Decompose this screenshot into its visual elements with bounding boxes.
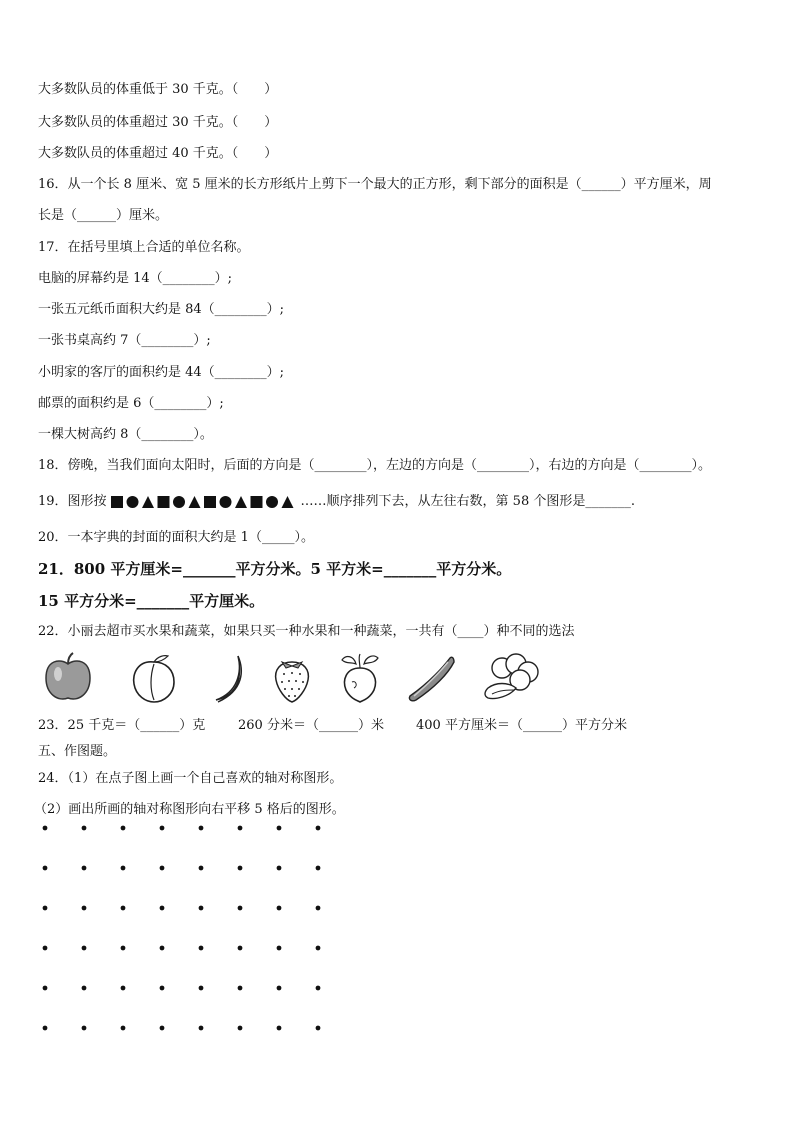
q17-prompt: 17．在括号里填上合适的单位名称。 bbox=[38, 240, 250, 255]
grid-dot[interactable] bbox=[160, 946, 165, 951]
grid-dot[interactable] bbox=[277, 866, 282, 871]
dot-grid[interactable] bbox=[30, 818, 340, 1038]
circle-shape bbox=[219, 496, 231, 508]
q18-text: 18．傍晚，当我们面向太阳时，后面的方向是（________），左边的方向是（________），右边的方向是（________）。 bbox=[38, 458, 712, 473]
strawberry-icon bbox=[270, 652, 314, 704]
grid-dot[interactable] bbox=[160, 986, 165, 991]
grid-dot[interactable] bbox=[238, 986, 243, 991]
triangle-shape bbox=[142, 496, 154, 508]
grid-dot[interactable] bbox=[160, 826, 165, 831]
triangle-shape bbox=[281, 496, 293, 508]
grid-dot[interactable] bbox=[121, 986, 126, 991]
q16-line1: 16．从一个长 8 厘米、宽 5 厘米的长方形纸片上剪下一个最大的正方形，剩下部分的面积是（______）平方厘米，周 bbox=[38, 177, 712, 192]
q15-option-a: 大多数队员的体重低于 30 千克。（ ） bbox=[38, 82, 278, 97]
peach-icon bbox=[128, 652, 180, 704]
q17-item: 一张五元纸币面积大约是 84（________）; bbox=[38, 302, 285, 317]
banana-icon bbox=[208, 652, 248, 704]
grid-dot[interactable] bbox=[82, 946, 87, 951]
q17-item: 电脑的屏幕约是 14（________）; bbox=[38, 271, 233, 286]
q23-a: 23．25 千克＝（______）克 bbox=[38, 718, 206, 733]
grid-dot[interactable] bbox=[199, 946, 204, 951]
q17-item: 一张书桌高约 7（________）; bbox=[38, 333, 211, 348]
triangle-shape bbox=[235, 496, 247, 508]
grid-dot[interactable] bbox=[43, 1026, 48, 1031]
square-shape bbox=[250, 496, 262, 508]
grid-dot[interactable] bbox=[238, 1026, 243, 1031]
grid-dot[interactable] bbox=[238, 826, 243, 831]
q15-option-b: 大多数队员的体重超过 30 千克。（ ） bbox=[38, 115, 278, 130]
grid-dot[interactable] bbox=[316, 986, 321, 991]
cauliflower-icon bbox=[480, 652, 542, 704]
grid-dot[interactable] bbox=[43, 906, 48, 911]
q15-option-c: 大多数队员的体重超过 40 千克。（ ） bbox=[38, 146, 278, 161]
grid-dot[interactable] bbox=[238, 946, 243, 951]
shape-pattern bbox=[109, 495, 299, 509]
section-5-title: 五、作图题。 bbox=[38, 744, 117, 759]
grid-dot[interactable] bbox=[121, 946, 126, 951]
q17-item: 邮票的面积约是 6（________）; bbox=[38, 396, 224, 411]
grid-dot[interactable] bbox=[316, 906, 321, 911]
q17-item: 小明家的客厅的面积约是 44（________）; bbox=[38, 365, 285, 380]
grid-dot[interactable] bbox=[160, 866, 165, 871]
grid-dot[interactable] bbox=[199, 826, 204, 831]
grid-dot[interactable] bbox=[121, 866, 126, 871]
grid-dot[interactable] bbox=[82, 866, 87, 871]
circle-shape bbox=[173, 496, 185, 508]
grid-dot[interactable] bbox=[160, 1026, 165, 1031]
square-shape bbox=[111, 496, 123, 508]
grid-dot[interactable] bbox=[82, 1026, 87, 1031]
grid-dot[interactable] bbox=[199, 986, 204, 991]
q23-c: 400 平方厘米＝（______）平方分米 bbox=[416, 718, 627, 733]
cucumber-icon bbox=[404, 652, 456, 704]
grid-dot[interactable] bbox=[121, 826, 126, 831]
grid-dot[interactable] bbox=[238, 866, 243, 871]
grid-dot[interactable] bbox=[121, 906, 126, 911]
grid-dot[interactable] bbox=[199, 906, 204, 911]
grid-dot[interactable] bbox=[43, 986, 48, 991]
square-shape bbox=[204, 496, 216, 508]
q24-part2: （2）画出所画的轴对称图形向右平移 5 格后的图形。 bbox=[34, 802, 345, 817]
q23-b: 260 分米＝（______）米 bbox=[238, 718, 384, 733]
q24-part1: 24．（1）在点子图上画一个自己喜欢的轴对称图形。 bbox=[38, 771, 343, 786]
grid-dot[interactable] bbox=[316, 946, 321, 951]
q20-text: 20．一本字典的封面的面积大约是 1（_____）。 bbox=[38, 530, 314, 545]
grid-dot[interactable] bbox=[121, 1026, 126, 1031]
circle-shape bbox=[126, 496, 138, 508]
grid-dot[interactable] bbox=[316, 866, 321, 871]
q21-line2: 15 平方分米=_______平方厘米。 bbox=[38, 592, 265, 610]
q19-before: 19．图形按 bbox=[38, 494, 107, 509]
triangle-shape bbox=[188, 496, 200, 508]
radish-icon bbox=[332, 652, 388, 704]
circle-shape bbox=[266, 496, 278, 508]
square-shape bbox=[157, 496, 169, 508]
grid-dot[interactable] bbox=[199, 866, 204, 871]
grid-dot[interactable] bbox=[316, 1026, 321, 1031]
grid-dot[interactable] bbox=[238, 906, 243, 911]
grid-dot[interactable] bbox=[82, 826, 87, 831]
grid-dot[interactable] bbox=[43, 826, 48, 831]
q17-item: 一棵大树高约 8（________）。 bbox=[38, 427, 213, 442]
grid-dot[interactable] bbox=[277, 906, 282, 911]
apple-icon bbox=[42, 652, 94, 704]
q19-after: ……顺序排列下去，从左往右数，第 58 个图形是_______. bbox=[300, 494, 635, 509]
grid-dot[interactable] bbox=[43, 866, 48, 871]
grid-dot[interactable] bbox=[277, 986, 282, 991]
q21-line1: 21．800 平方厘米=_______平方分米。5 平方米=_______平方分米。 bbox=[38, 560, 512, 578]
q19-line bbox=[38, 494, 635, 510]
grid-dot[interactable] bbox=[316, 826, 321, 831]
grid-dot[interactable] bbox=[277, 1026, 282, 1031]
q16-line2: 长是（______）厘米。 bbox=[38, 208, 169, 223]
grid-dot[interactable] bbox=[82, 906, 87, 911]
grid-dot[interactable] bbox=[43, 946, 48, 951]
q22-text: 22．小丽去超市买水果和蔬菜，如果只买一种水果和一种蔬菜，一共有（____）种不同的选法 bbox=[38, 624, 575, 639]
grid-dot[interactable] bbox=[277, 946, 282, 951]
grid-dot[interactable] bbox=[160, 906, 165, 911]
grid-dot[interactable] bbox=[199, 1026, 204, 1031]
grid-dot[interactable] bbox=[82, 986, 87, 991]
grid-dot[interactable] bbox=[277, 826, 282, 831]
